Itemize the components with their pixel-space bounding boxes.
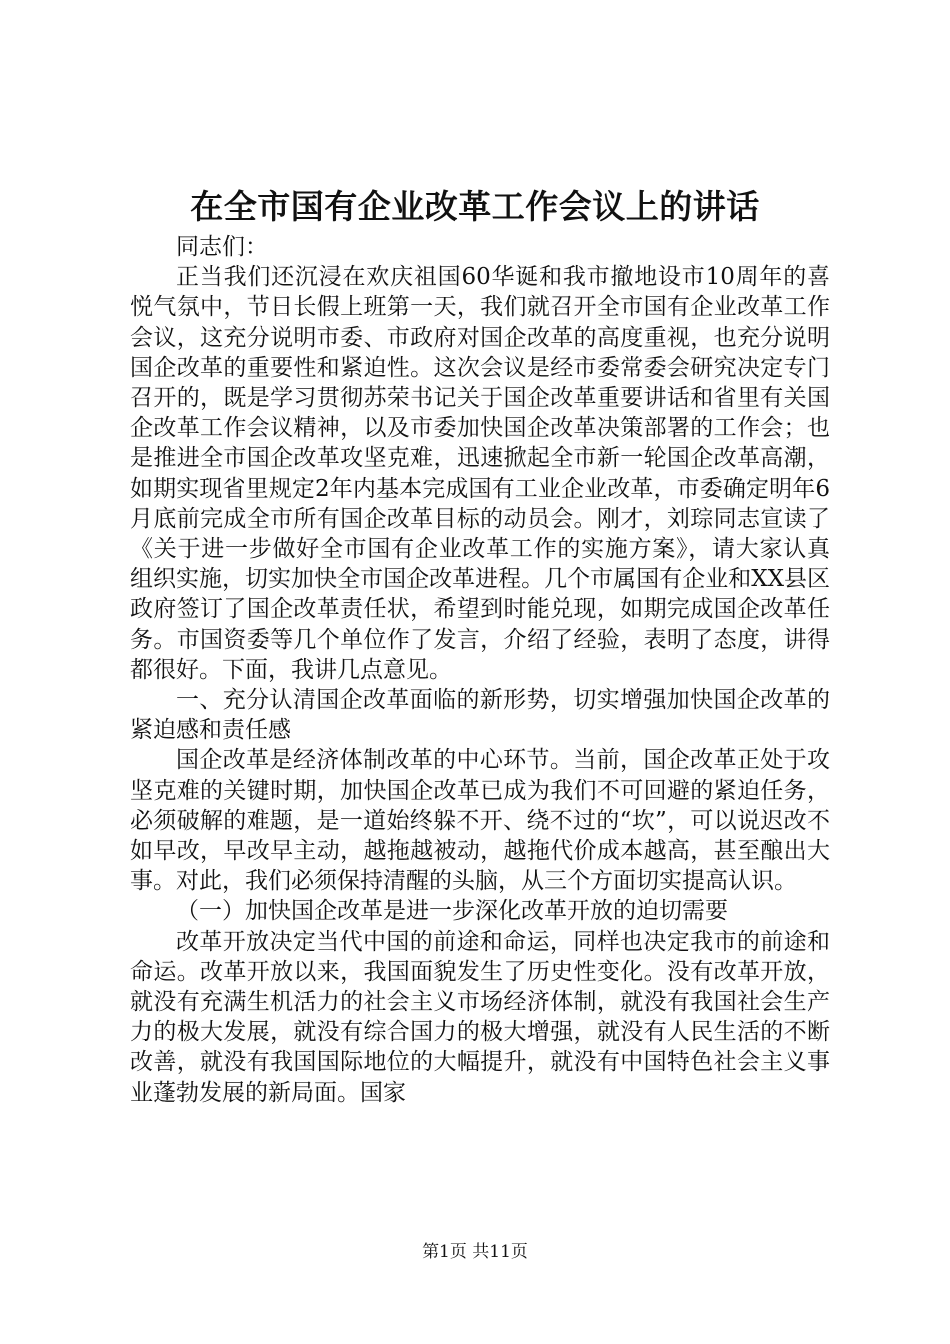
body-paragraph: 国企改革是经济体制改革的中心环节。当前，国企改革正处于攻坚克难的关键时期，加快国企改革已成为我们不可回避的紧迫任务，必须破解的难题，是一道始终躲不开、绕不过的“坎”，可以说迟改不如早改，早改早主动，越拖越被动，越拖代价成本越高，甚至酿出大事。对此，我们必须保持清醒的头脑，从三个方面切实提高认识。: [130, 747, 830, 895]
body-paragraph: 正当我们还沉浸在欢庆祖国60华诞和我市撤地设市10周年的喜悦气氛中，节日长假上班第一天，我们就召开全市国有企业改革工作会议，这充分说明市委、市政府对国企改革的高度重视，也充分说明国企改革的重要性和紧迫性。这次会议是经市委常委会研究决定专门召开的，既是学习贯彻苏荣书记关于国企改革重要讲话和省里有关国企改革工作会议精神，以及市委加快国企改革决策部署的工作会；也是推进全市国企改革攻坚克难，迅速掀起全市新一轮国企改革高潮，如期实现省里规定2年内基本完成国有工业企业改革，市委确定明年6月底前完成全市所有国企改革目标的动员会。刚才，刘琮同志宣读了《关于进一步做好全市国有企业改革工作的实施方案》，请大家认真组织实施，切实加快全市国企改革进程。几个市属国有企业和XX县区政府签订了国企改革责任状，希望到时能兑现，如期完成国企改革任务。市国资委等几个单位作了发言，介绍了经验，表明了态度，讲得都很好。下面，我讲几点意见。: [130, 264, 830, 683]
body-paragraph: 改革开放决定当代中国的前途和命运，同样也决定我市的前途和命运。改革开放以来，我国面貌发生了历史性变化。没有改革开放，就没有充满生机活力的社会主义市场经济体制，就没有我国社会生产力的极大发展，就没有综合国力的极大增强，就没有人民生活的不断改善，就没有我国国际地位的大幅提升，就没有中国特色社会主义事业蓬勃发展的新局面。国家: [130, 928, 830, 1106]
document-title: 在全市国有企业改革工作会议上的讲话: [190, 187, 760, 226]
section-heading: 一、充分认清国企改革面临的新形势，切实增强加快国企改革的紧迫感和责任感: [130, 687, 830, 744]
page-number-footer: 第1页 共11页: [422, 1242, 528, 1262]
salutation-paragraph: 同志们：: [176, 234, 268, 260]
document-body: [130, 232, 830, 1108]
subsection-heading: （一）加快国企改革是进一步深化改革开放的迫切需要: [176, 898, 728, 925]
